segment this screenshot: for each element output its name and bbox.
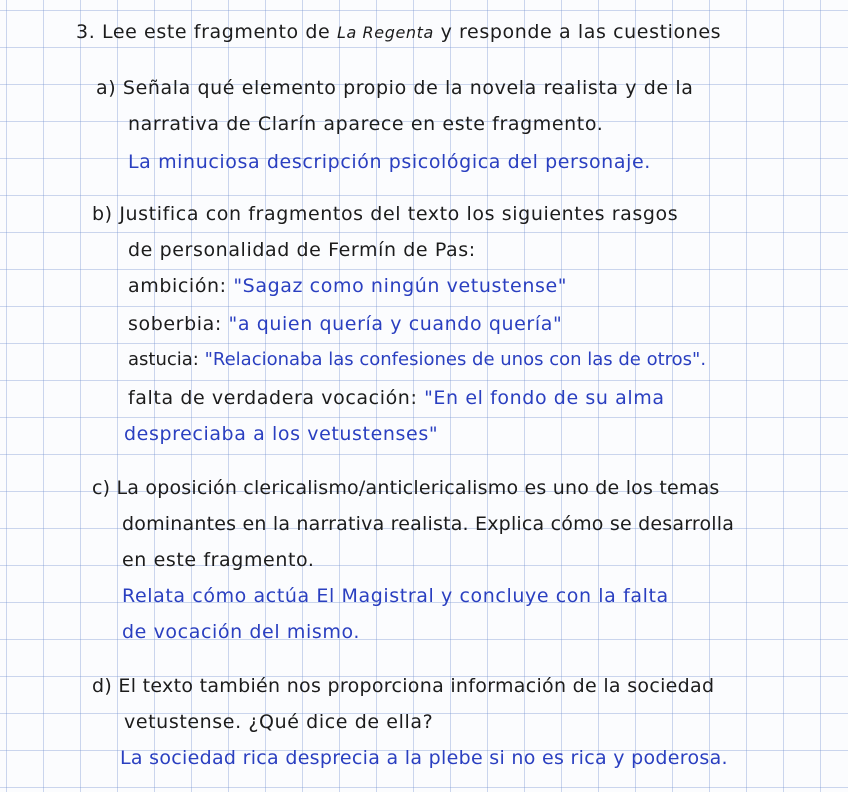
novel-title: La Regenta <box>336 23 434 42</box>
trait-row-cunning <box>128 348 706 372</box>
part-b-question-line2: de personalidad de Fermín de Pas: <box>128 239 476 261</box>
trait-name: ambición: <box>128 275 227 297</box>
part-c-question-text1: La oposición clericalismo/anticlericalismo es uno de los temas <box>116 477 720 499</box>
trait-quote: "a quien quería y cuando quería" <box>228 313 563 335</box>
trait-quote: "Relacionaba las confesiones de unos con las de otros". <box>204 349 707 370</box>
part-a-label: a) <box>96 77 117 99</box>
trait-name: astucia: <box>128 349 199 370</box>
trait-name: falta de verdadera vocación: <box>128 387 418 409</box>
part-c-label: c) <box>92 477 111 499</box>
part-d-question-line1 <box>92 674 714 698</box>
part-b-label: b) <box>92 203 113 225</box>
part-a-question-text1: Señala qué elemento propio de la novela realista y de la <box>122 77 694 99</box>
trait-row-pride <box>128 312 562 336</box>
part-c-question-line3: en este fragmento. <box>122 549 315 571</box>
part-d-question-line2: vetustense. ¿Qué dice de ella? <box>124 711 434 733</box>
part-d-question-text1: El texto también nos proporciona información de la sociedad <box>118 675 715 697</box>
trait-quote: "En el fondo de su alma <box>424 387 665 409</box>
part-b-question-line1 <box>92 202 678 226</box>
part-c-answer-line1: Relata cómo actúa El Magistral y concluye con la falta <box>122 585 669 607</box>
trait-quote: "Sagaz como ningún vetustense" <box>233 275 568 297</box>
part-b-question-text1: Justifica con fragmentos del texto los siguientes rasgos <box>119 203 679 225</box>
trait-quote-continuation: despreciaba a los vetustenses" <box>124 423 439 445</box>
part-c-question-line1 <box>92 476 720 500</box>
question-heading <box>76 20 721 45</box>
trait-name: soberbia: <box>128 313 222 335</box>
part-c-answer-line2: de vocación del mismo. <box>122 621 360 643</box>
trait-row-ambition <box>128 274 567 298</box>
question-heading-lead: 3. Lee este fragmento de <box>76 21 331 43</box>
part-d-label: d) <box>92 675 113 697</box>
question-heading-rest: y responde a las cuestiones <box>440 21 722 43</box>
part-a-question-line2: narrativa de Clarín aparece en este fragmento. <box>128 113 604 135</box>
part-a-answer: La minuciosa descripción psicológica del personaje. <box>128 151 651 173</box>
part-a-question-line1 <box>96 76 693 100</box>
trait-row-vocation <box>128 386 665 410</box>
part-c-question-line2: dominantes en la narrativa realista. Explica cómo se desarrolla <box>122 513 735 535</box>
part-d-answer: La sociedad rica desprecia a la plebe si no es rica y poderosa. <box>120 747 728 769</box>
